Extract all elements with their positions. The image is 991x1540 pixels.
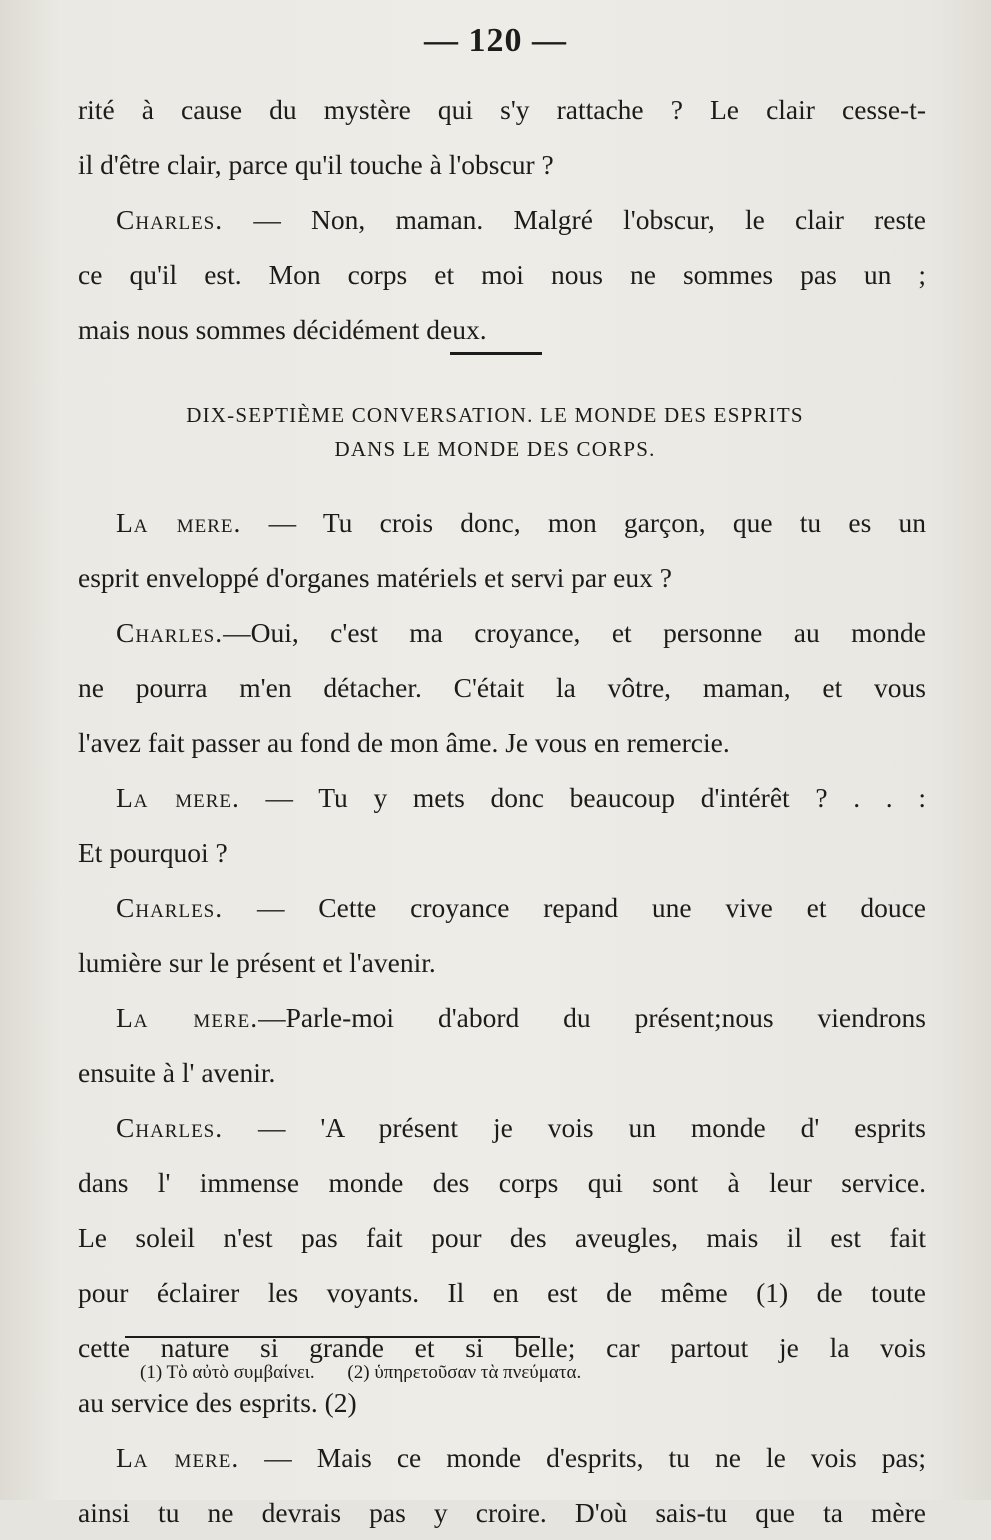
text-line: ainsi tu ne devrais pas y croire. D'où sais-tu que ta mère	[78, 1497, 926, 1528]
text-line	[78, 192, 926, 247]
dialogue-turn	[78, 495, 926, 605]
speaker-name: Charles.	[116, 892, 224, 923]
dialogue-text: — Tu crois donc, mon garçon, que tu es un	[241, 507, 926, 538]
dialogue-text: — Non, maman. Malgré l'obscur, le clair reste	[223, 204, 926, 235]
text-line: pour éclairer les voyants. Il en est de même (1) de toute	[78, 1277, 926, 1308]
dialogue-text: — Mais ce monde d'esprits, tu ne le vois pas;	[239, 1442, 926, 1473]
dialogue-text: — Cette croyance repand une vive et douce	[223, 892, 926, 923]
text-line: Le soleil n'est pas fait pour des aveugles, mais il est fait	[78, 1222, 926, 1253]
speaker-name: La mere.	[116, 782, 240, 813]
text-line	[78, 880, 926, 935]
text-line: ensuite à l' avenir.	[78, 1057, 276, 1088]
opening-paragraph	[78, 82, 926, 192]
text-line	[78, 770, 926, 825]
text-line: ne pourra m'en détacher. C'était la vôtre, maman, et vous	[78, 672, 926, 703]
footnote-rule	[125, 1336, 540, 1338]
speaker-name: La mere.	[116, 507, 242, 538]
section-heading	[120, 398, 870, 466]
page-number: — 120 —	[424, 22, 567, 59]
text-line: il d'être clair, parce qu'il touche à l'obscur ?	[78, 149, 554, 180]
footnote-1: (1) Τὸ αὐτὸ συμβαίνει.	[140, 1362, 315, 1383]
speaker-name: Charles.	[116, 1112, 224, 1143]
text-line: esprit enveloppé d'organes matériels et servi par eux ?	[78, 562, 672, 593]
text-line	[78, 990, 926, 1045]
text-line: rité à cause du mystère qui s'y rattache ? Le clair cesse-t-	[78, 94, 926, 125]
charles-reply	[78, 192, 926, 357]
text-line	[78, 1100, 926, 1155]
footnote-2: (2) ὑπηρετοῦσαν τὰ πνεύματα.	[347, 1362, 582, 1383]
text-line: lumière sur le présent et l'avenir.	[78, 947, 436, 978]
text-line: cette nature si grande et si belle; car partout je la vois	[78, 1332, 926, 1363]
dialogue-turn	[78, 880, 926, 990]
speaker-name: Charles.	[116, 617, 224, 648]
text-line: au service des esprits. (2)	[78, 1387, 357, 1418]
speaker-name: Charles.	[116, 204, 224, 235]
dialogue-text: —Oui, c'est ma croyance, et personne au monde	[223, 617, 926, 648]
heading-line: DANS LE MONDE DES CORPS.	[334, 437, 656, 461]
section-divider	[450, 352, 542, 355]
text-line	[78, 1430, 926, 1485]
text-line	[78, 605, 926, 660]
dialogue-turn	[78, 1430, 926, 1540]
speaker-name: La mere.	[116, 1442, 240, 1473]
dialogue-turn	[78, 990, 926, 1100]
footnotes	[140, 1358, 840, 1388]
speaker-name: La mere.	[116, 1002, 259, 1033]
text-line: l'avez fait passer au fond de mon âme. Je vous en remercie.	[78, 727, 730, 758]
dialogue-text: —Parle-moi d'abord du présent;nous viendrons	[258, 1002, 926, 1033]
text-line: dans l' immense monde des corps qui sont à leur service.	[78, 1167, 926, 1198]
heading-line: DIX-SEPTIÈME CONVERSATION. LE MONDE DES ESPRITS	[186, 403, 804, 427]
text-line: Et pourquoi ?	[78, 837, 228, 868]
dialogue-text: — 'A présent je vois un monde d' esprits	[223, 1112, 926, 1143]
dialogue-turn	[78, 770, 926, 880]
text-line: mais nous sommes décidément deux.	[78, 314, 487, 345]
dialogue-text: — Tu y mets donc beaucoup d'intérêt ? . . :	[239, 782, 926, 813]
text-line: ce qu'il est. Mon corps et moi nous ne sommes pas un ;	[78, 259, 926, 290]
text-line	[78, 495, 926, 550]
dialogue-turn	[78, 605, 926, 770]
